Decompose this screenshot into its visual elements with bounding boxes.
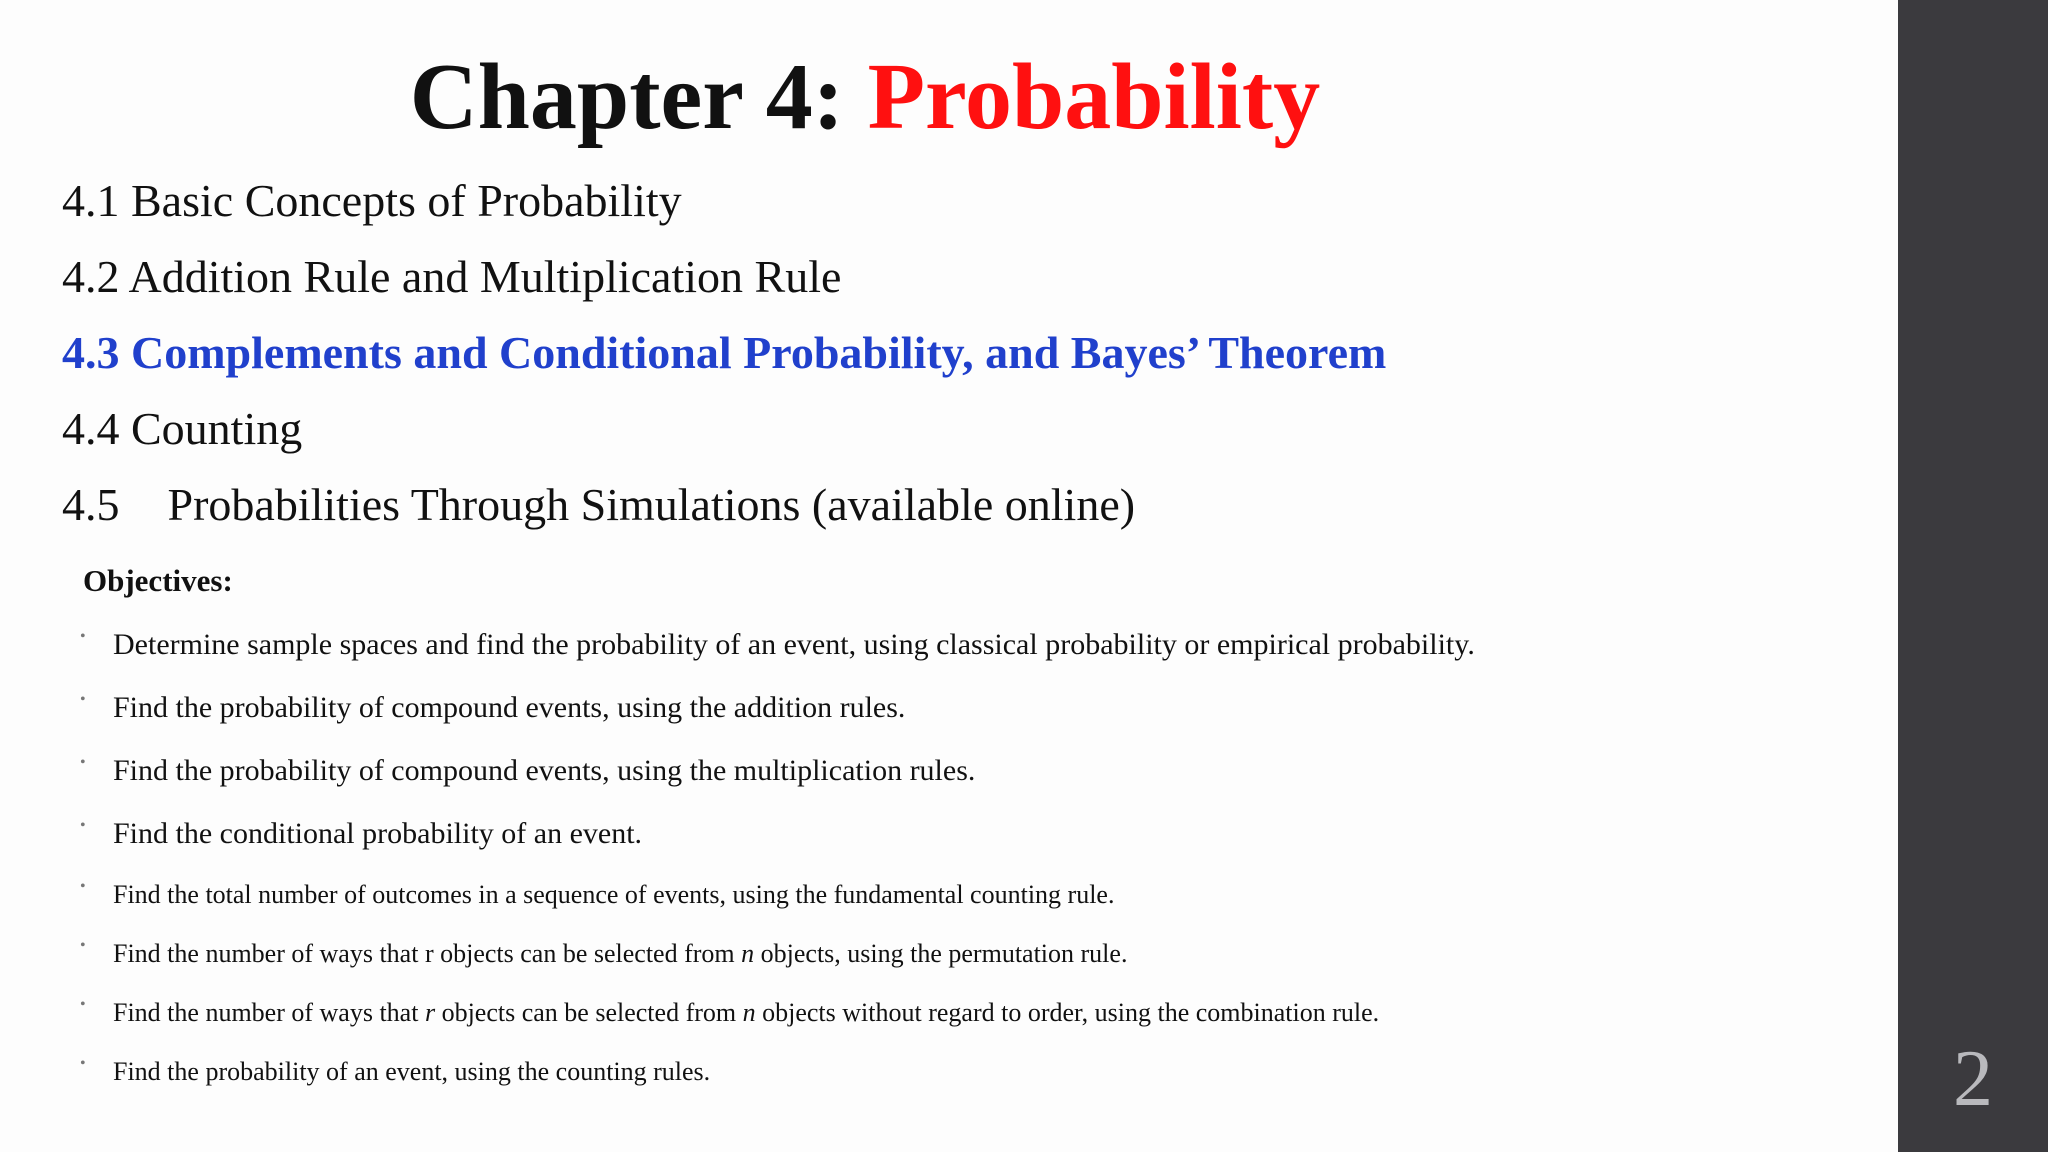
section-number: 4.2 xyxy=(62,251,120,302)
side-panel xyxy=(1898,0,2048,1152)
section-list xyxy=(62,168,1386,548)
objective-text: Determine sample spaces and find the probability of an event, using classical probability or empirical probability. xyxy=(113,628,1475,661)
objective-item xyxy=(80,1051,1475,1110)
objective-text-part: objects, using the permutation rule. xyxy=(754,939,1128,968)
section-label: Basic Concepts of Probability xyxy=(131,175,682,226)
section-number: 4.4 xyxy=(62,403,120,454)
bullet-icon: • xyxy=(80,628,86,645)
section-item xyxy=(62,168,1386,244)
section-item xyxy=(62,472,1386,548)
bullet-icon: • xyxy=(80,878,86,895)
objective-text-part: Find the number of ways that xyxy=(113,998,425,1027)
section-number: 4.3 xyxy=(62,327,120,378)
bullet-icon: • xyxy=(80,817,86,834)
objective-text-part: objects can be selected from xyxy=(435,998,743,1027)
objective-variable: n xyxy=(742,998,756,1027)
section-number: 4.5 xyxy=(62,479,120,530)
objective-text: Find the conditional probability of an event. xyxy=(113,817,643,850)
section-label: Complements and Conditional Probability, and Bayes’ Theorem xyxy=(131,327,1387,378)
objectives-heading: Objectives: xyxy=(83,563,233,598)
section-label: Probabilities Through Simulations (available online) xyxy=(167,479,1136,530)
objective-text: Find the total number of outcomes in a sequence of events, using the fundamental counting rule. xyxy=(113,880,1115,909)
bullet-icon: • xyxy=(80,754,86,771)
objective-item xyxy=(80,992,1475,1051)
section-item xyxy=(62,396,1386,472)
section-number: 4.1 xyxy=(62,175,120,226)
objective-variable: n xyxy=(741,939,755,968)
title-accent: Probability xyxy=(867,45,1321,149)
bullet-icon: • xyxy=(80,1055,86,1072)
objective-text: Find the probability of compound events, using the multiplication rules. xyxy=(113,754,976,787)
objective-item xyxy=(80,622,1475,685)
section-item-current xyxy=(62,320,1386,396)
section-label: Addition Rule and Multiplication Rule xyxy=(128,251,842,302)
objective-item xyxy=(80,874,1475,933)
page-title xyxy=(0,42,1730,152)
objective-item xyxy=(80,811,1475,874)
bullet-icon: • xyxy=(80,691,86,708)
objective-text-part: objects without regard to order, using the combination rule. xyxy=(755,998,1380,1027)
objective-text: Find the probability of an event, using the counting rules. xyxy=(113,1057,711,1086)
page-number: 2 xyxy=(1953,1035,1993,1123)
objective-variable: r xyxy=(424,998,436,1027)
objective-text-part: Find the number of ways that r objects can be selected from xyxy=(113,939,742,968)
objective-item xyxy=(80,748,1475,811)
section-item xyxy=(62,244,1386,320)
bullet-icon: • xyxy=(80,996,86,1013)
objective-item xyxy=(80,933,1475,992)
title-prefix: Chapter 4: xyxy=(409,45,868,149)
section-label: Counting xyxy=(131,403,303,454)
objective-item xyxy=(80,685,1475,748)
bullet-icon: • xyxy=(80,937,86,954)
objectives-list xyxy=(80,622,1475,1110)
objective-text: Find the probability of compound events, using the addition rules. xyxy=(113,691,906,724)
